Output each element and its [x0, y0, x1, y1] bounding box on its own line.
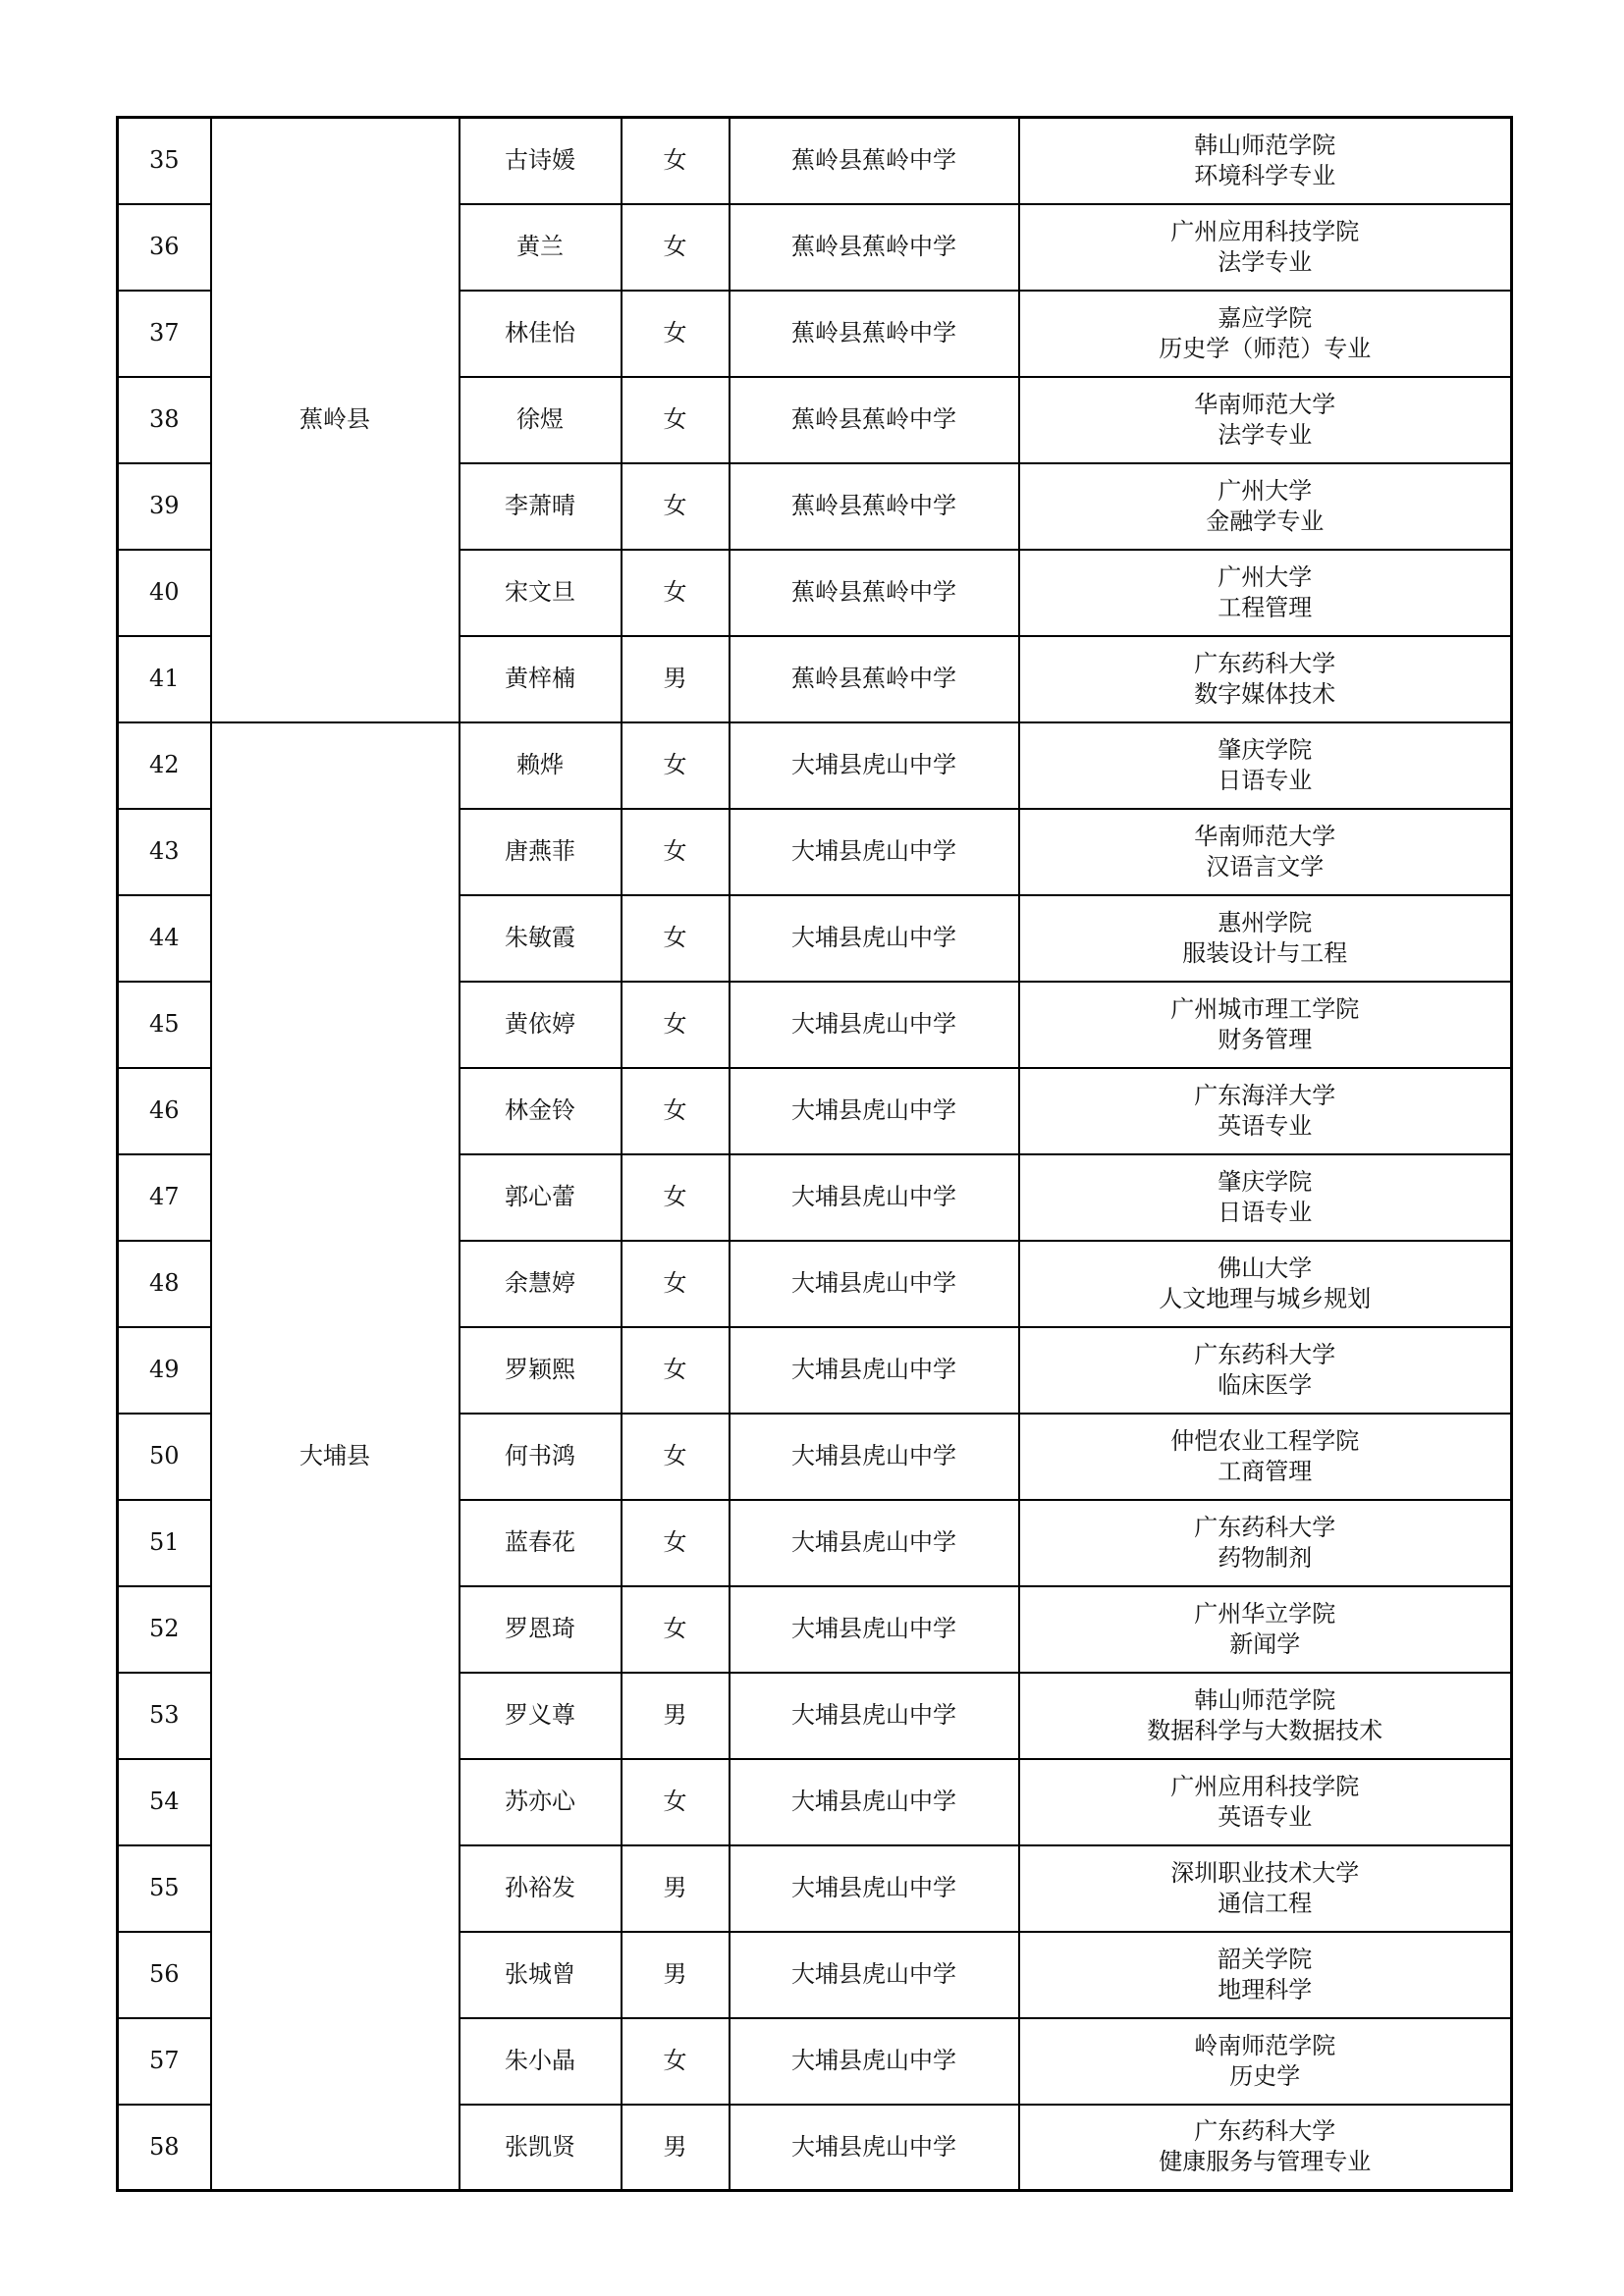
gender-cell: 女 [622, 550, 730, 636]
row-number-cell: 47 [118, 1154, 211, 1241]
row-number-cell: 42 [118, 722, 211, 809]
row-number-cell: 43 [118, 809, 211, 895]
admission-cell [1019, 2105, 1512, 2191]
school-cell: 大埔县虎山中学 [730, 1759, 1019, 1845]
admission-cell [1019, 2018, 1512, 2105]
admission-cell [1019, 1241, 1512, 1327]
school-cell: 蕉岭县蕉岭中学 [730, 204, 1019, 291]
admission-cell [1019, 1932, 1512, 2018]
university-name: 仲恺农业工程学院 [1170, 1426, 1360, 1455]
admission-cell [1019, 636, 1512, 722]
admission-cell [1019, 204, 1512, 291]
admission-cell [1019, 118, 1512, 204]
student-admission-table [116, 116, 1513, 2192]
admission-cell [1019, 1586, 1512, 1673]
row-number-cell: 44 [118, 895, 211, 982]
major-name: 地理科学 [1218, 1975, 1313, 2003]
school-cell: 大埔县虎山中学 [730, 2018, 1019, 2105]
school-cell: 蕉岭县蕉岭中学 [730, 291, 1019, 377]
major-name: 日语专业 [1218, 1198, 1313, 1226]
admission-cell [1019, 1673, 1512, 1759]
major-name: 健康服务与管理专业 [1159, 2148, 1372, 2176]
admission-cell [1019, 291, 1512, 377]
row-number-cell: 50 [118, 1414, 211, 1500]
student-name-cell: 蓝春花 [460, 1500, 622, 1586]
student-name-cell: 唐燕菲 [460, 809, 622, 895]
admission-cell [1019, 463, 1512, 550]
major-name: 英语专业 [1218, 1802, 1313, 1831]
school-cell: 大埔县虎山中学 [730, 1414, 1019, 1500]
student-name-cell: 何书鸿 [460, 1414, 622, 1500]
admission-cell [1019, 1154, 1512, 1241]
school-cell: 大埔县虎山中学 [730, 1932, 1019, 2018]
row-number-cell: 58 [118, 2105, 211, 2191]
university-name: 广东药科大学 [1194, 1513, 1336, 1541]
student-name-cell: 张凯贤 [460, 2105, 622, 2191]
major-name: 新闻学 [1229, 1629, 1301, 1658]
table-row [118, 722, 1512, 809]
row-number-cell: 54 [118, 1759, 211, 1845]
gender-cell: 女 [622, 377, 730, 463]
university-name: 肇庆学院 [1218, 1167, 1313, 1196]
school-cell: 大埔县虎山中学 [730, 1154, 1019, 1241]
student-name-cell: 朱敏霞 [460, 895, 622, 982]
school-cell: 大埔县虎山中学 [730, 1586, 1019, 1673]
student-name-cell: 宋文旦 [460, 550, 622, 636]
row-number-cell: 51 [118, 1500, 211, 1586]
major-name: 工程管理 [1218, 593, 1313, 621]
major-name: 药物制剂 [1218, 1543, 1313, 1572]
gender-cell: 女 [622, 982, 730, 1068]
row-number-cell: 49 [118, 1327, 211, 1414]
student-name-cell: 李萧晴 [460, 463, 622, 550]
university-name: 广东药科大学 [1194, 1340, 1336, 1368]
major-name: 历史学（师范）专业 [1159, 334, 1372, 362]
school-cell: 蕉岭县蕉岭中学 [730, 636, 1019, 722]
gender-cell: 女 [622, 291, 730, 377]
major-name: 法学专业 [1218, 247, 1313, 276]
major-name: 金融学专业 [1206, 507, 1325, 535]
row-number-cell: 46 [118, 1068, 211, 1154]
student-name-cell: 朱小晶 [460, 2018, 622, 2105]
school-cell: 大埔县虎山中学 [730, 1241, 1019, 1327]
gender-cell: 男 [622, 636, 730, 722]
gender-cell: 女 [622, 1241, 730, 1327]
school-cell: 大埔县虎山中学 [730, 1068, 1019, 1154]
university-name: 佛山大学 [1218, 1254, 1313, 1282]
gender-cell: 女 [622, 895, 730, 982]
school-cell: 蕉岭县蕉岭中学 [730, 118, 1019, 204]
gender-cell: 女 [622, 204, 730, 291]
university-name: 惠州学院 [1218, 908, 1313, 936]
student-name-cell: 苏亦心 [460, 1759, 622, 1845]
university-name: 肇庆学院 [1218, 735, 1313, 764]
university-name: 广州应用科技学院 [1170, 217, 1360, 245]
row-number-cell: 57 [118, 2018, 211, 2105]
row-number-cell: 37 [118, 291, 211, 377]
gender-cell: 女 [622, 1500, 730, 1586]
major-name: 数据科学与大数据技术 [1147, 1716, 1383, 1744]
gender-cell: 女 [622, 1327, 730, 1414]
gender-cell: 男 [622, 1932, 730, 2018]
student-name-cell: 赖烨 [460, 722, 622, 809]
student-name-cell: 郭心蕾 [460, 1154, 622, 1241]
table-row [118, 118, 1512, 204]
admission-cell [1019, 1414, 1512, 1500]
student-name-cell: 徐煜 [460, 377, 622, 463]
gender-cell: 男 [622, 1845, 730, 1932]
row-number-cell: 52 [118, 1586, 211, 1673]
admission-cell [1019, 550, 1512, 636]
admission-cell [1019, 809, 1512, 895]
student-name-cell: 林佳怡 [460, 291, 622, 377]
student-name-cell: 古诗媛 [460, 118, 622, 204]
table-body [118, 118, 1512, 2191]
student-name-cell: 罗恩琦 [460, 1586, 622, 1673]
gender-cell: 男 [622, 2105, 730, 2191]
admission-cell [1019, 1500, 1512, 1586]
university-name: 广东药科大学 [1194, 649, 1336, 677]
gender-cell: 女 [622, 1068, 730, 1154]
student-name-cell: 黄依婷 [460, 982, 622, 1068]
school-cell: 大埔县虎山中学 [730, 1845, 1019, 1932]
admission-cell [1019, 895, 1512, 982]
county-cell: 蕉岭县 [211, 118, 460, 722]
student-name-cell: 张城曾 [460, 1932, 622, 2018]
major-name: 临床医学 [1218, 1370, 1313, 1399]
student-name-cell: 余慧婷 [460, 1241, 622, 1327]
school-cell: 大埔县虎山中学 [730, 1673, 1019, 1759]
admission-cell [1019, 722, 1512, 809]
admission-cell [1019, 1845, 1512, 1932]
admission-cell [1019, 1327, 1512, 1414]
student-name-cell: 黄兰 [460, 204, 622, 291]
university-name: 深圳职业技术大学 [1170, 1858, 1360, 1887]
university-name: 韶关学院 [1218, 1945, 1313, 1973]
university-name: 岭南师范学院 [1194, 2031, 1336, 2059]
school-cell: 大埔县虎山中学 [730, 895, 1019, 982]
row-number-cell: 38 [118, 377, 211, 463]
gender-cell: 女 [622, 2018, 730, 2105]
university-name: 广州大学 [1218, 562, 1313, 591]
university-name: 广东药科大学 [1194, 2117, 1336, 2146]
admission-cell [1019, 377, 1512, 463]
gender-cell: 女 [622, 463, 730, 550]
major-name: 汉语言文学 [1206, 852, 1325, 881]
major-name: 人文地理与城乡规划 [1159, 1284, 1372, 1312]
major-name: 财务管理 [1218, 1025, 1313, 1053]
major-name: 法学专业 [1218, 420, 1313, 449]
row-number-cell: 55 [118, 1845, 211, 1932]
university-name: 广州大学 [1218, 476, 1313, 505]
admission-cell [1019, 982, 1512, 1068]
admission-cell [1019, 1759, 1512, 1845]
major-name: 工商管理 [1218, 1457, 1313, 1485]
major-name: 环境科学专业 [1194, 161, 1336, 189]
row-number-cell: 53 [118, 1673, 211, 1759]
gender-cell: 女 [622, 1759, 730, 1845]
school-cell: 大埔县虎山中学 [730, 2105, 1019, 2191]
school-cell: 蕉岭县蕉岭中学 [730, 463, 1019, 550]
row-number-cell: 40 [118, 550, 211, 636]
university-name: 广东海洋大学 [1194, 1081, 1336, 1109]
university-name: 华南师范大学 [1194, 390, 1336, 418]
major-name: 日语专业 [1218, 766, 1313, 794]
school-cell: 大埔县虎山中学 [730, 982, 1019, 1068]
school-cell: 大埔县虎山中学 [730, 809, 1019, 895]
student-name-cell: 孙裕发 [460, 1845, 622, 1932]
gender-cell: 男 [622, 1673, 730, 1759]
university-name: 华南师范大学 [1194, 822, 1336, 850]
row-number-cell: 39 [118, 463, 211, 550]
major-name: 历史学 [1229, 2061, 1301, 2090]
student-name-cell: 林金铃 [460, 1068, 622, 1154]
university-name: 广州城市理工学院 [1170, 994, 1360, 1023]
row-number-cell: 36 [118, 204, 211, 291]
major-name: 服装设计与工程 [1182, 938, 1348, 967]
student-name-cell: 黄梓楠 [460, 636, 622, 722]
county-cell: 大埔县 [211, 722, 460, 2191]
row-number-cell: 48 [118, 1241, 211, 1327]
school-cell: 蕉岭县蕉岭中学 [730, 377, 1019, 463]
gender-cell: 女 [622, 722, 730, 809]
university-name: 广州华立学院 [1194, 1599, 1336, 1628]
gender-cell: 女 [622, 809, 730, 895]
university-name: 嘉应学院 [1218, 303, 1313, 332]
row-number-cell: 41 [118, 636, 211, 722]
university-name: 韩山师范学院 [1194, 1685, 1336, 1714]
university-name: 韩山师范学院 [1194, 131, 1336, 159]
university-name: 广州应用科技学院 [1170, 1772, 1360, 1800]
gender-cell: 女 [622, 1414, 730, 1500]
gender-cell: 女 [622, 1586, 730, 1673]
major-name: 通信工程 [1218, 1889, 1313, 1917]
student-name-cell: 罗义尊 [460, 1673, 622, 1759]
gender-cell: 女 [622, 1154, 730, 1241]
row-number-cell: 35 [118, 118, 211, 204]
student-name-cell: 罗颖熙 [460, 1327, 622, 1414]
school-cell: 大埔县虎山中学 [730, 1327, 1019, 1414]
major-name: 数字媒体技术 [1194, 679, 1336, 708]
admission-cell [1019, 1068, 1512, 1154]
school-cell: 大埔县虎山中学 [730, 1500, 1019, 1586]
major-name: 英语专业 [1218, 1111, 1313, 1140]
row-number-cell: 56 [118, 1932, 211, 2018]
row-number-cell: 45 [118, 982, 211, 1068]
gender-cell: 女 [622, 118, 730, 204]
school-cell: 蕉岭县蕉岭中学 [730, 550, 1019, 636]
school-cell: 大埔县虎山中学 [730, 722, 1019, 809]
